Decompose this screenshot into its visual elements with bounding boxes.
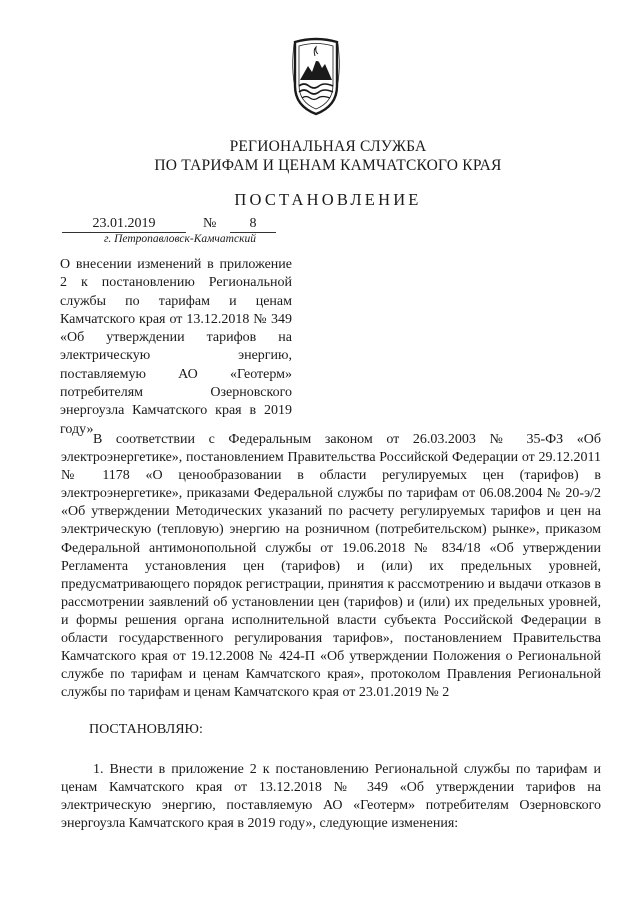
- document-date: 23.01.2019: [62, 216, 186, 233]
- preamble-paragraph: [61, 431, 601, 702]
- resolve-paragraph: [61, 721, 601, 739]
- kamchatka-coat-of-arms-icon: [284, 36, 348, 118]
- document-city: г. Петропавловск-Камчатский: [104, 233, 256, 245]
- document-subject: [60, 256, 292, 439]
- item1-paragraph: [61, 761, 601, 833]
- document-type: ПОСТАНОВЛЕНИЕ: [234, 190, 422, 209]
- org-name-line2: ПО ТАРИФАМ И ЦЕНАМ КАМЧАТСКОГО КРАЯ: [154, 157, 502, 174]
- resolve-text: ПОСТАНОВЛЯЮ:: [89, 722, 203, 737]
- document-number: 8: [230, 216, 276, 233]
- number-sign: №: [203, 216, 217, 231]
- subject-text: О внесении изменений в приложение 2 к постановлению Региональной службы по тарифам и ценам Камчатского края от 13.12.2018 № 349 «Об утверждении тарифов на электрическую энергию, поставляемую АО «Геотерм» потребителям Озерновского энергоузла Камчатского края в 2019 году»: [60, 257, 292, 437]
- item1-text: 1. Внести в приложение 2 к постановлению Региональной службы по тарифам и ценам Камчатского края от 13.12.2018 № 349 «Об утверждении тарифов на электрическую энергию, поставляемую АО «Геотерм» потребителям Озерновского энергоузла Камчатского края в 2019 году», следующие изменения:: [61, 762, 601, 832]
- org-name-line1: РЕГИОНАЛЬНАЯ СЛУЖБА: [229, 138, 427, 155]
- preamble-text: В соответствии с Федеральным законом от 26.03.2003 № 35-ФЗ «Об электроэнергетике», постановлением Правительства Российской Федерации от 29.12.2011 № 1178 «О ценообразовании в области регулируемых цен (тарифов) в электроэнергетике», приказами Федеральной службы по тарифам от 06.08.2004 № 20-э/2 «Об утверждении Методических указаний по расчету регулируемых тарифов и цен на электрическую (тепловую) энергию на розничном (потребительском) рынке», приказом Федеральной антимонопольной службы от 19.06.2018 № 834/18 «Об утверждении Регламента установления цен (тарифов) и (или) их предельных уровней, предусматривающего порядок регистрации, принятия к рассмотрению и выдачи отказов в рассмотрении заявлений об установлении цен (тарифов) и (или) их предельных уровней, и формы решения органа исполнительной власти субъекта Российской Федерации в области государственного регулирования тарифов», постановлением Правительства Камчатского края от 19.12.2008 № 424-П «Об утверждении Положения о Региональной службе по тарифам и ценам Камчатского края», протоколом Правления Региональной службы по тарифам и ценам Камчатского края от 23.01.2019 № 2: [61, 432, 601, 701]
